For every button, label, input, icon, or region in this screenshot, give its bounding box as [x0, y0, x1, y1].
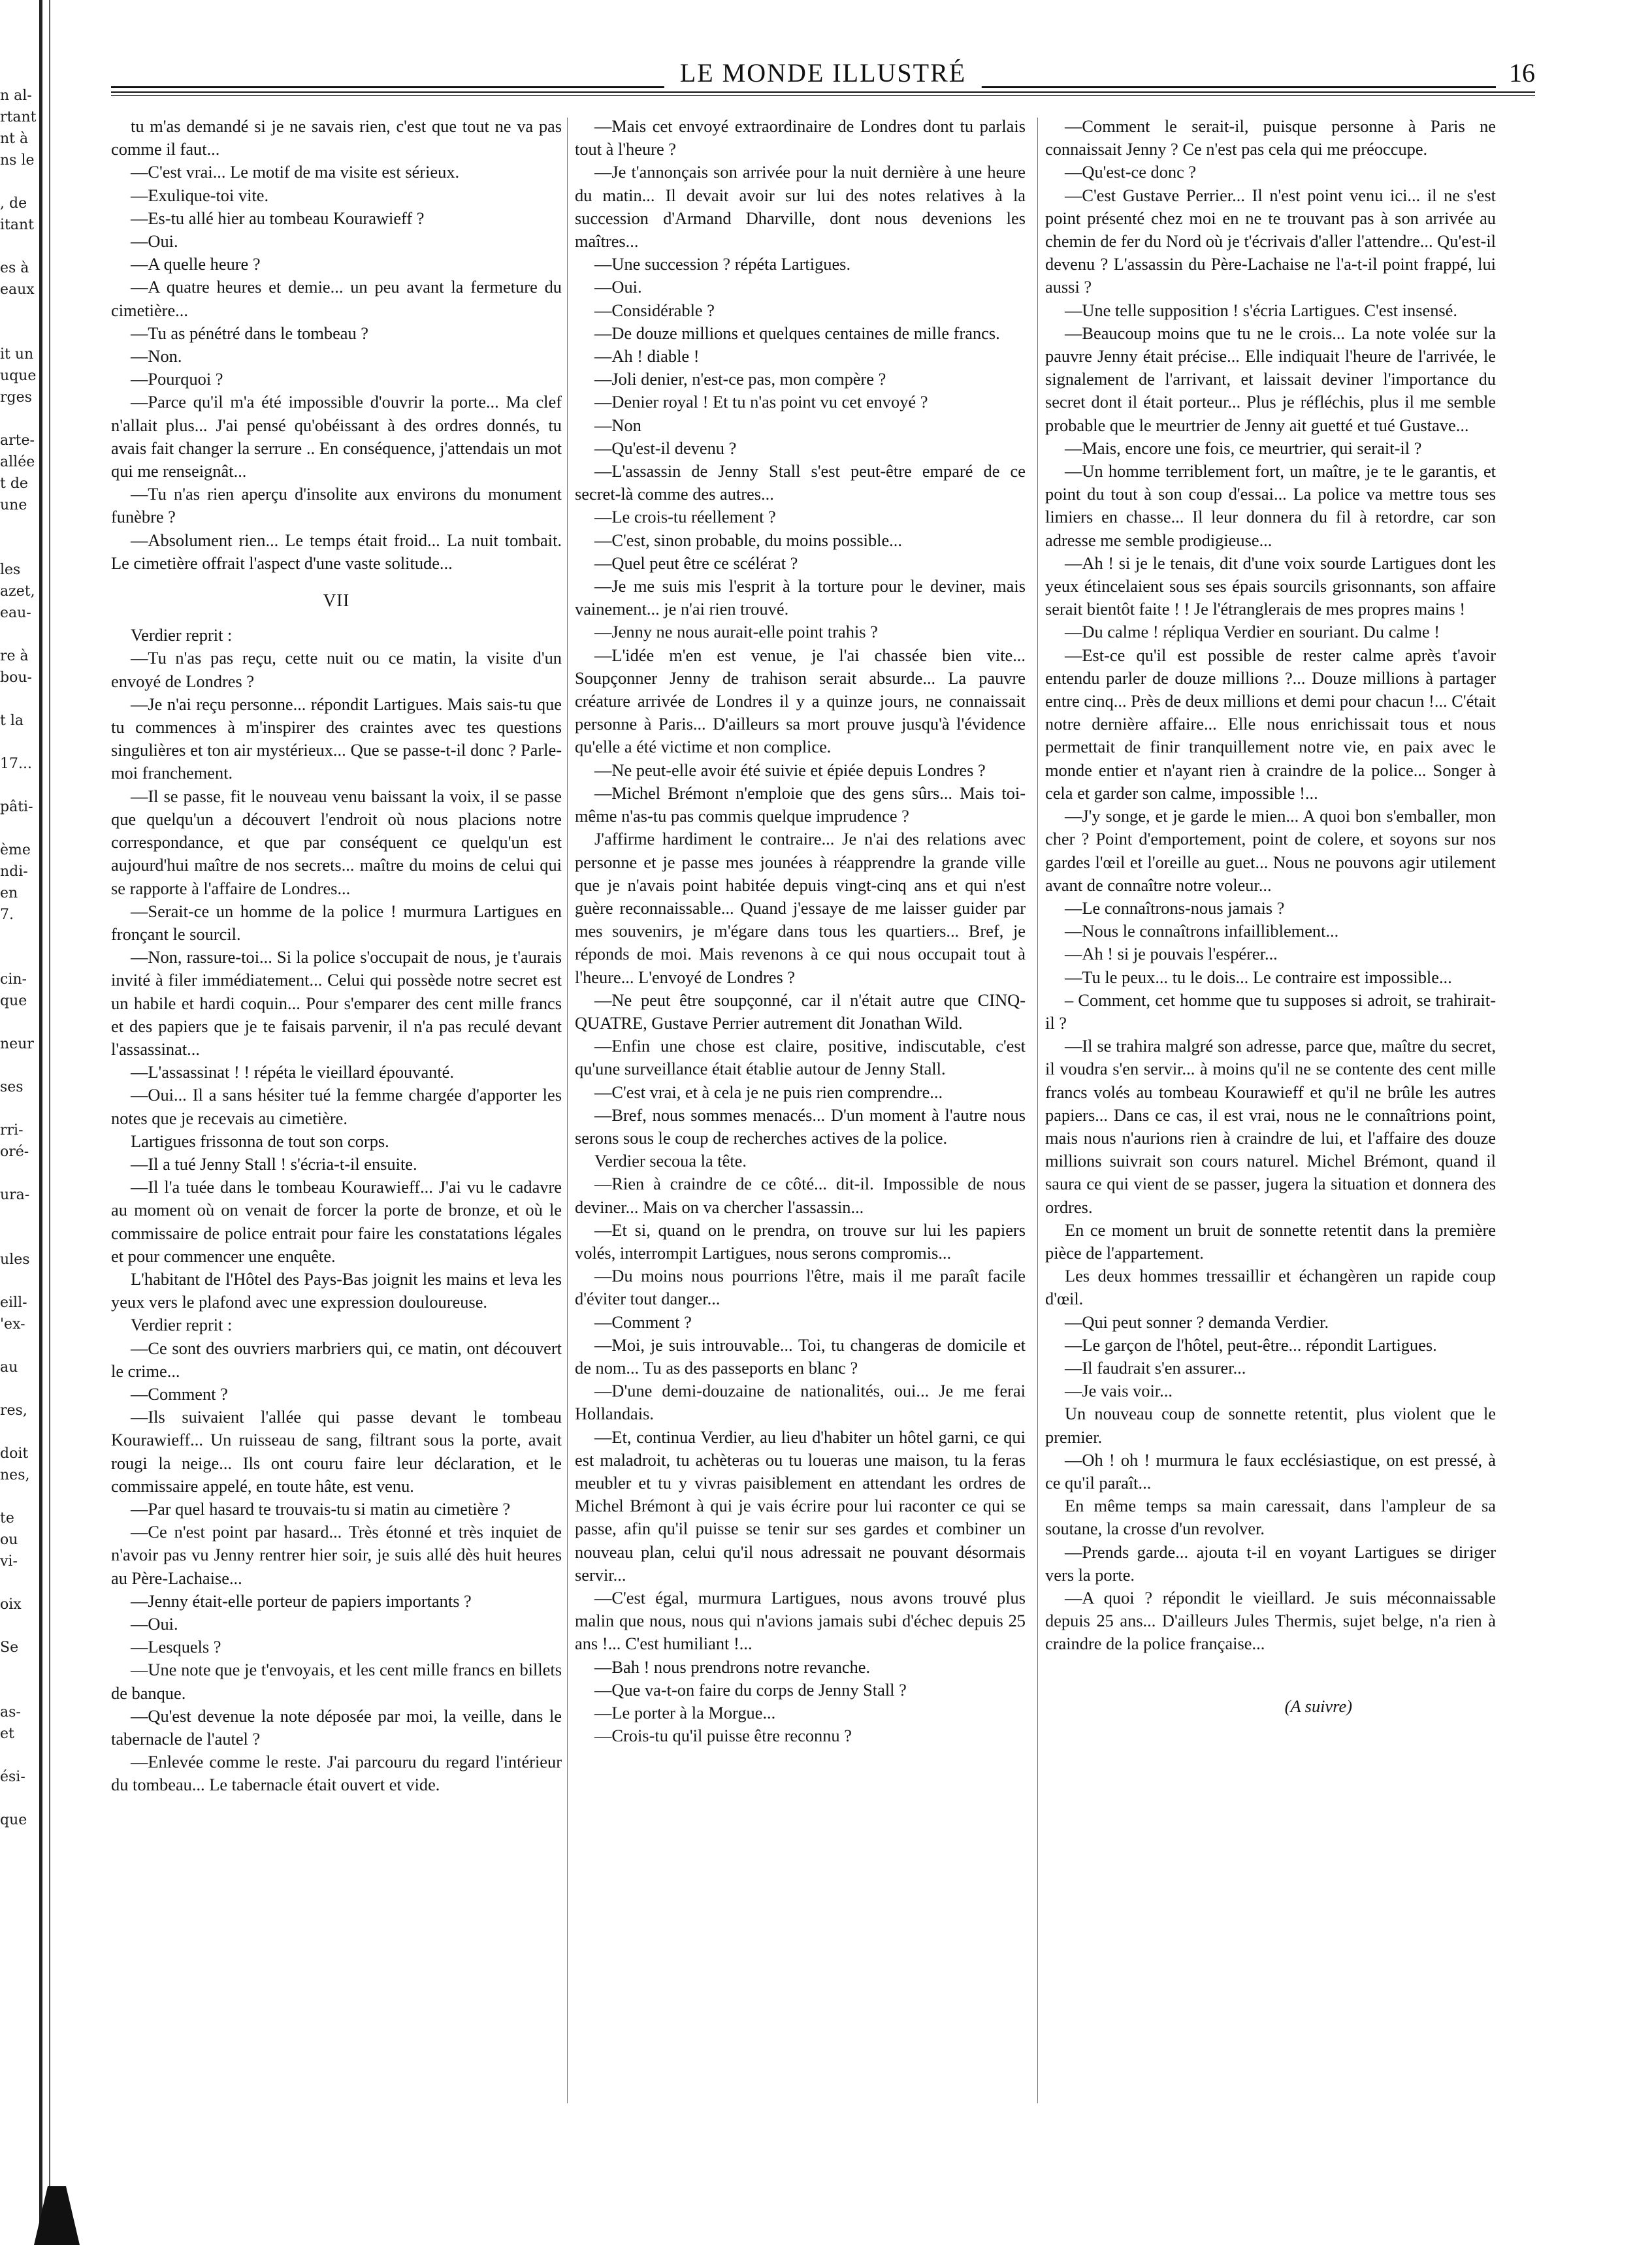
- gutter-fragment: allée: [0, 454, 35, 470]
- paragraph: —Il l'a tuée dans le tombeau Kourawieff... J'ai vu le cadavre au moment où on venait de forcer la porte de bronze, et où le commissaire de police entrait pour faire les constatations légales et pour commencer une enquête.: [111, 1177, 562, 1266]
- gutter-fragment: oix: [0, 1596, 22, 1613]
- gutter-fragment: neur: [0, 1036, 34, 1052]
- paragraph: —Je me suis mis l'esprit à la torture pour le deviner, mais vainement... je n'ai rien trouvé.: [575, 576, 1026, 619]
- binding-spine: [39, 0, 69, 2245]
- paragraph: —Un homme terriblement fort, un maître, je te le garantis, et point du tout à son coup d'essai... La police va mettre tous ses limiers en chasse... Il leur donnera du fil à retordre, car son adresse me semble prodigieuse...: [1045, 461, 1496, 550]
- paragraph: —Mais, encore une fois, ce meurtrier, qui serait-il ?: [1065, 438, 1422, 458]
- paragraph: —Le crois-tu réellement ?: [594, 507, 776, 527]
- gutter-fragment: te: [0, 1510, 14, 1526]
- paragraph: —Ne peut-elle avoir été suivie et épiée depuis Londres ?: [594, 760, 986, 780]
- text-column-2: [575, 115, 1026, 1747]
- gutter-fragment: bou-: [0, 670, 32, 686]
- paragraph: —Il a tué Jenny Stall ! s'écria-t-il ensuite.: [131, 1154, 417, 1174]
- paragraph: —Du moins nous pourrions l'être, mais il me paraît facile d'éviter tout danger...: [575, 1266, 1026, 1309]
- paragraph: —Comment ?: [131, 1383, 228, 1404]
- paragraph: —Le garçon de l'hôtel, peut-être... répondit Lartigues.: [1065, 1334, 1437, 1355]
- paragraph: —Bah ! nous prendrons notre revanche.: [594, 1656, 871, 1677]
- paragraph: —Serait-ce un homme de la police ! murmura Lartigues en fronçant le sourcil.: [111, 901, 562, 944]
- paragraph: —Qu'est devenue la note déposée par moi, la veille, dans le tabernacle de l'autel ?: [111, 1705, 562, 1749]
- paragraph: —A quelle heure ?: [131, 254, 261, 274]
- gutter-fragment: ème: [0, 842, 31, 858]
- text-column-1: [111, 115, 562, 1797]
- gutter-fragment: une: [0, 497, 27, 513]
- gutter-fragment: rri-: [0, 1122, 24, 1139]
- gutter-fragment: 'ex-: [0, 1316, 25, 1332]
- gutter-fragment: rtant: [0, 109, 37, 125]
- gutter-fragment: [0, 538, 39, 559]
- paragraph: —Exulique-toi vite.: [131, 185, 269, 205]
- paragraph: —Considérable ?: [594, 300, 715, 320]
- paragraph: —Joli denier, n'est-ce pas, mon compère ?: [594, 369, 886, 389]
- gutter-fragment: [0, 1486, 39, 1508]
- paragraph: —Oui.: [131, 1614, 178, 1634]
- page-number: 16: [1496, 57, 1535, 88]
- paragraph: —A quoi ? répondit le vieillard. Je suis méconnaissable depuis 25 ans... D'ailleurs Jules Thermis, sujet belge, n'a rien à craindre de la police française...: [1045, 1588, 1496, 1654]
- paragraph: —Ah ! si je le tenais, dit d'une voix sourde Lartigues dont les yeux étincelaient sous ses épais sourcils grisonnants, son affaire serait bientôt faite ! ! Je l'étranglerais de mes propres mains !: [1045, 553, 1496, 619]
- paragraph: —Que va-t-on faire du corps de Jenny Stall ?: [594, 1679, 907, 1700]
- header-rule: [111, 91, 1535, 93]
- paragraph: —Le connaîtrons-nous jamais ?: [1065, 897, 1285, 918]
- paragraph: – Comment, cet homme que tu supposes si adroit, se trahirait-il ?: [1045, 990, 1496, 1033]
- paragraph: En ce moment un bruit de sonnette retentit dans la première pièce de l'appartement.: [1045, 1219, 1496, 1263]
- paragraph: —Enfin une chose est claire, positive, indiscutable, c'est qu'une surveillance était établie autour de Jenny Stall.: [575, 1036, 1026, 1079]
- gutter-fragment: n al-: [0, 88, 32, 104]
- gutter-fragment: [0, 1572, 39, 1594]
- paragraph: Verdier reprit :: [131, 1315, 233, 1335]
- column-3-text: [1045, 115, 1496, 1656]
- paragraph: —Beaucoup moins que tu ne le crois... La note volée sur la pauvre Jenny était précise... Elle indiquait l'heure de l'arrivée, le signalement de l'arrivant, et laissait deviner l'importance du secret dont il était porteur... Plus je réfléchis, plus il me semble probable que le meurtrier de Jenny ait guetté et tué Gustave...: [1045, 323, 1496, 435]
- gutter-fragment: ndi-: [0, 864, 28, 880]
- paragraph: —Ce n'est point par hasard... Très étonné et très inquiet de n'avoir pas vu Jenny rentrer hier soir, je suis allé dès huit heures au Père-Lachaise...: [111, 1522, 562, 1588]
- paragraph: Verdier reprit :: [131, 625, 233, 645]
- paragraph: —Non: [594, 415, 641, 435]
- paragraph: —Par quel hasard te trouvais-tu si matin au cimetière ?: [131, 1498, 511, 1519]
- gutter-fragment: [0, 1378, 39, 1400]
- gutter-fragment: nes,: [0, 1467, 30, 1483]
- paragraph: —C'est vrai... Le motif de ma visite est sérieux.: [131, 162, 460, 182]
- column-1-top-text: [111, 115, 562, 575]
- paragraph: —Je vais voir...: [1065, 1381, 1173, 1401]
- paragraph: —Bref, nous sommes menacés... D'un moment à l'autre nous serons sous le coup de recherches actives de la police.: [575, 1105, 1026, 1148]
- paragraph: —Crois-tu qu'il puisse être reconnu ?: [594, 1726, 852, 1746]
- gutter-fragment: vi-: [0, 1553, 18, 1570]
- paragraph: —A quatre heures et demie... un peu avant la fermeture du cimetière...: [111, 277, 562, 320]
- gutter-fragment: [0, 1615, 39, 1637]
- gutter-fragment: [0, 732, 39, 753]
- paragraph: —Il faudrait s'en assurer...: [1065, 1357, 1246, 1378]
- gutter-fragment: [0, 775, 39, 796]
- gutter-fragment: , de: [0, 195, 27, 212]
- gutter-fragment: es à: [0, 260, 29, 276]
- paragraph: J'affirme hardiment le contraire... Je n'ai des relations avec personne et je passe mes jounées à réapprendre la grande ville que je n'avais point habitée depuis vingt-cinq ans et qui n'est guère reconnaissable... Quand j'essaye de me laisser guider par mes souvenirs, je m'égare dans tous les quartiers... Bref, je réponds de moi. Mais revenons à ce qui nous occupait tout à l'heure... L'envoyé de Londres ?: [575, 829, 1026, 987]
- gutter-fragment: t de: [0, 476, 28, 492]
- paragraph: —Qu'est-il devenu ?: [594, 438, 737, 458]
- gutter-fragment: [0, 688, 39, 710]
- paragraph: —Ne peut être soupçonné, car il n'était autre que CINQ-QUATRE, Gustave Perrier autrement dit Jonathan Wild.: [575, 990, 1026, 1033]
- gutter-fragment: [0, 1745, 39, 1766]
- paragraph: —D'une demi-douzaine de nationalités, oui... Je me ferai Hollandais.: [575, 1381, 1026, 1424]
- column-1-bottom-text: [111, 624, 562, 1796]
- gutter-fragment: [0, 322, 39, 344]
- paragraph: —Qui peut sonner ? demanda Verdier.: [1065, 1312, 1329, 1332]
- gutter-fragment: ses: [0, 1079, 24, 1095]
- paragraph: —Oui... Il a sans hésiter tué la femme chargée d'apporter les notes que je recevais au cimetière.: [111, 1085, 562, 1128]
- paragraph: —Denier royal ! Et tu n'as point vu cet envoyé ?: [594, 392, 928, 412]
- gutter-fragment: [0, 1335, 39, 1357]
- gutter-fragment: [0, 1788, 39, 1809]
- page-header: [111, 57, 1535, 110]
- paragraph: —Comment ?: [594, 1312, 692, 1332]
- paragraph: —Quel peut être ce scélérat ?: [594, 553, 798, 573]
- gutter-fragment: au: [0, 1359, 18, 1376]
- paragraph: —L'assassin de Jenny Stall s'est peut-être emparé de ce secret-là comme des autres...: [575, 461, 1026, 504]
- paragraph: —Moi, je suis introuvable... Toi, tu changeras de domicile et de nom... Tu as des passeports en blanc ?: [575, 1334, 1026, 1378]
- to-be-continued: (A suivre): [1284, 1696, 1352, 1716]
- gutter-fragment: [0, 947, 39, 969]
- gutter-fragment: uque: [0, 368, 37, 384]
- paragraph: —Prends garde... ajouta t-il en voyant Lartigues se diriger vers la porte.: [1045, 1542, 1496, 1585]
- paragraph: —Une succession ? répéta Lartigues.: [594, 254, 851, 274]
- gutter-fragment: re à: [0, 648, 29, 664]
- paragraph: —Ah ! diable !: [594, 346, 700, 366]
- paragraph: En même temps sa main caressait, dans l'ampleur de sa soutane, la crosse d'un revolver.: [1045, 1496, 1496, 1539]
- gutter-fragment: [0, 408, 39, 430]
- gutter-fragment: [0, 300, 39, 322]
- gutter-fragment: ules: [0, 1252, 30, 1268]
- paragraph: —Rien à craindre de ce côté... dit-il. Impossible de nous deviner... Mais on va chercher l'assassin...: [575, 1174, 1026, 1217]
- paragraph: —Ils suivaient l'allée qui passe devant le tombeau Kourawieff... Un ruisseau de sang, filtrant sous la porte, avait rougi la neige... Ils ont couru faire leur déclaration, et le commissaire appelé, en toute hâte, est venu.: [111, 1407, 562, 1496]
- gutter-fragment: as-: [0, 1704, 21, 1720]
- paragraph: —L'idée m'en est venue, je l'ai chassée bien vite... Soupçonner Jenny de trahison serait absurde... La pauvre créature arrivée de Londres il y a quinze jours, ne connaissait personne à Paris... D'ailleurs sa mort prouve jusqu'à l'évidence qu'elle a été victime et non complice.: [575, 645, 1026, 757]
- gutter-fragment: en: [0, 885, 18, 901]
- gutter-fragment: [0, 1163, 39, 1184]
- gutter-fragment: [0, 624, 39, 645]
- column-divider: [1037, 118, 1038, 2103]
- gutter-fragment: [0, 818, 39, 839]
- gutter-fragment: arte-: [0, 432, 35, 449]
- paragraph: —Oh ! oh ! murmura le faux ecclésiastique, on est pressé, à ce qu'il paraît...: [1045, 1449, 1496, 1493]
- paragraph: —Enlevée comme le reste. J'ai parcouru du regard l'intérieur du tombeau... Le tabernacle était ouvert et vide.: [111, 1752, 562, 1795]
- gutter-fragment: it un: [0, 346, 34, 363]
- paragraph: —Le porter à la Morgue...: [594, 1703, 776, 1723]
- paragraph: —Es-tu allé hier au tombeau Kourawieff ?: [131, 208, 425, 228]
- gutter-fragment: [0, 171, 39, 193]
- gutter-fragment: ns le: [0, 152, 35, 169]
- gutter-fragment: [0, 1098, 39, 1120]
- paragraph: —Tu n'as pas reçu, cette nuit ou ce matin, la visite d'un envoyé de Londres ?: [111, 648, 562, 691]
- gutter-fragment: que: [0, 993, 27, 1009]
- paragraph: —J'y songe, et je garde le mien... A quoi bon s'emballer, mon cher ? Point d'emportement, point de colere, et soyons sur nos gardes l'œil et l'oreille au guet... Nous ne pouvons agir utilement avant de connaître notre voleur...: [1045, 806, 1496, 895]
- paragraph: —C'est, sinon probable, du moins possible...: [594, 530, 902, 550]
- gutter-fragment: eau-: [0, 605, 31, 621]
- gutter-fragment: res,: [0, 1402, 27, 1419]
- paragraph: —Qu'est-ce donc ?: [1065, 162, 1197, 182]
- paragraph: —Michel Brémont n'emploie que des gens sûrs... Mais toi-même n'as-tu pas commis quelque imprudence ?: [575, 783, 1026, 826]
- text-column-3: [1045, 115, 1496, 1718]
- paragraph: —C'est vrai, et à cela je ne puis rien comprendre...: [594, 1082, 943, 1102]
- paragraph: —Absolument rien... Le temps était froid... La nuit tombait. Le cimetière offrait l'aspect d'une vaste solitude...: [111, 530, 562, 573]
- paragraph: —Tu le peux... tu le dois... Le contraire est impossible...: [1065, 967, 1452, 987]
- gutter-fragment: les: [0, 562, 21, 578]
- paragraph: —Du calme ! répliqua Verdier en souriant. Du calme !: [1065, 622, 1440, 642]
- gutter-fragment: eaux: [0, 282, 35, 298]
- gutter-fragment: doit: [0, 1446, 29, 1462]
- paragraph: Les deux hommes tressaillir et échangèren un rapide coup d'œil.: [1045, 1266, 1496, 1309]
- paragraph: —Comment le serait-il, puisque personne à Paris ne connaissait Jenny ? Ce n'est pas cela qui me préoccupe.: [1045, 116, 1496, 159]
- column-divider: [567, 118, 568, 2103]
- gutter-fragment: eill-: [0, 1295, 27, 1311]
- gutter-fragment: azet,: [0, 583, 35, 600]
- gutter-fragment: rges: [0, 389, 32, 406]
- paragraph: —Et, continua Verdier, au lieu d'habiter un hôtel garni, ce qui est maladroit, tu achèteras ou tu loueras une maison, tu la feras meubler et tu y vivras paisiblement en attendant les ordres de Michel Brémont à qui je vais écrire pour lui raconter ce qui se passe, afin qu'il puisse se tenir sur ses gardes et combiner un nouveau plan, celui qu'il nous adressait ne pouvant désormais servir...: [575, 1427, 1026, 1585]
- paragraph: Lartigues frissonna de tout son corps.: [131, 1131, 389, 1151]
- paragraph: —Oui.: [594, 277, 642, 297]
- paragraph: —Jenny ne nous aurait-elle point trahis ?: [594, 622, 878, 642]
- paragraph: —Une note que je t'envoyais, et les cent mille francs en billets de banque.: [111, 1660, 562, 1703]
- paragraph: Un nouveau coup de sonnette retentit, plus violent que le premier.: [1045, 1404, 1496, 1447]
- paragraph: —Et si, quand on le prendra, on trouve sur lui les papiers volés, interrompit Lartigues, nous serons compromis...: [575, 1219, 1026, 1263]
- paragraph: —Tu as pénétré dans le tombeau ?: [131, 323, 369, 343]
- paragraph: L'habitant de l'Hôtel des Pays-Bas joignit les mains et leva les yeux vers le plafond avec une expression douloureuse.: [111, 1268, 562, 1312]
- paragraph: —Est-ce qu'il est possible de rester calme après t'avoir entendu parler de douze millions ?... Douze millions à partager entre cinq... Près de deux millions et demi pour chacun !... C'était notre dernière affaire... Elle nous enrichissait tous et nous permettait de finir tranquillement notre vie, en paix avec le monde entier et n'ayant rien à craindre de la police... Songer à cela et garder son calme, impossible !...: [1045, 645, 1496, 803]
- paragraph: Verdier secoua la tête.: [594, 1151, 747, 1171]
- gutter-fragment: cin-: [0, 971, 27, 988]
- paragraph: —Ah ! si je pouvais l'espérer...: [1065, 944, 1278, 964]
- gutter-fragment: oré-: [0, 1144, 29, 1160]
- paragraph: —Non, rassure-toi... Si la police s'occupait de nous, je t'aurais invité à filer immédiatement... Celui qui possède notre secret est un habile et hardi coquin... Pour s'emparer des cent mille francs et des papiers que je te faisais parvenir, il n'a pas reculé devant l'assassinat...: [111, 947, 562, 1059]
- gutter-fragment: [0, 1055, 39, 1076]
- gutter-fragment: t la: [0, 713, 24, 729]
- paragraph: tu m'as demandé si je ne savais rien, c'est que tout ne va pas comme il faut...: [111, 116, 562, 159]
- gutter-fragment: itant: [0, 217, 35, 233]
- gutter-fragment: [0, 1421, 39, 1443]
- gutter-fragment: [0, 516, 39, 538]
- paragraph: —Pourquoi ?: [131, 369, 223, 389]
- paragraph: —Je t'annonçais son arrivée pour la nuit dernière à une heure du matin... Il devait avoir sur lui des notes relatives à la succession d'Armand Dharville, dont nous devenions les maîtres...: [575, 162, 1026, 251]
- previous-page-gutter: [0, 85, 39, 2245]
- paragraph: —Nous le connaîtrons infailliblement...: [1065, 921, 1339, 941]
- paragraph: —L'assassinat ! ! répéta le vieillard épouvanté.: [131, 1062, 454, 1082]
- gutter-fragment: et: [0, 1726, 14, 1742]
- masthead-title: LE MONDE ILLUSTRÉ: [664, 57, 982, 88]
- paragraph: —De douze millions et quelques centaines de mille francs.: [594, 323, 1000, 343]
- gutter-fragment: [0, 1680, 39, 1702]
- paragraph: —Ce sont des ouvriers marbriers qui, ce matin, ont découvert le crime...: [111, 1338, 562, 1381]
- gutter-fragment: ou: [0, 1532, 18, 1548]
- paragraph: —Parce qu'il m'a été impossible d'ouvrir la porte... Ma clef n'allait plus... J'ai pensé qu'obéissant à des ordres donnés, tu avais fait changer la serrure .. En conséquence, j'attendais un mot qui me renseignât...: [111, 392, 562, 481]
- gutter-fragment: nt à: [0, 131, 29, 147]
- gutter-fragment: Se: [0, 1639, 19, 1656]
- paragraph: —Lesquels ?: [131, 1637, 221, 1657]
- gutter-fragment: [0, 1206, 39, 1227]
- gutter-fragment: [0, 1658, 39, 1680]
- gutter-fragment: [0, 1227, 39, 1249]
- gutter-fragment: ura-: [0, 1187, 30, 1203]
- gutter-fragment: pâti-: [0, 799, 33, 815]
- gutter-fragment: 17...: [0, 756, 32, 772]
- paragraph: —C'est Gustave Perrier... Il n'est point venu ici... il ne s'est point présenté chez moi en ne te trouvant pas à son arrivée au chemin de fer du Nord où je t'écrivais d'aller l'attendre... Qu'est-il devenu ? L'assassin du Père-Lachaise ne l'a-t-il point frappé, lui aussi ?: [1045, 185, 1496, 297]
- paragraph: —C'est égal, murmura Lartigues, nous avons trouvé plus malin que nous, nous qui n'avions jamais subi d'échec depuis 25 ans !... C'est humiliant !...: [575, 1588, 1026, 1654]
- paragraph: —Mais cet envoyé extraordinaire de Londres dont tu parlais tout à l'heure ?: [575, 116, 1026, 159]
- paragraph: —Il se trahira malgré son adresse, parce que, maître du secret, il voudra s'en servir... à moins qu'il ne se contente des cent mille francs volés au tombeau Kourawieff et qu'il ne brûle les autres papiers... Dans ce cas, il est vrai, nous ne le connaîtrions point, mais nous n'aurions rien à craindre de lui, et l'affaire des douze millions suivrait son cours naturel. Michel Brémont, quand il saura ce qui vient de se passer, jugera la situation et donnera des ordres.: [1045, 1036, 1496, 1217]
- chapter-heading: VII: [323, 590, 350, 611]
- gutter-fragment: [0, 1270, 39, 1292]
- header-rule: [111, 95, 1535, 96]
- paragraph: —Je n'ai reçu personne... répondit Lartigues. Mais sais-tu que tu commences à m'inspirer des craintes avec tes questions singulières et ton air mystérieux... Que se passe-t-il donc ? Parle-moi franchement.: [111, 694, 562, 783]
- paragraph: —Tu n'as rien aperçu d'insolite aux environs du monument funèbre ?: [111, 484, 562, 527]
- paragraph: —Une telle supposition ! s'écria Lartigues. C'est insensé.: [1065, 300, 1457, 320]
- paragraph: —Oui.: [131, 231, 178, 251]
- gutter-fragment: que: [0, 1812, 27, 1828]
- paragraph: —Jenny était-elle porteur de papiers importants ?: [131, 1591, 472, 1611]
- gutter-fragment: [0, 1012, 39, 1033]
- gutter-fragment: [0, 236, 39, 257]
- gutter-fragment: 7.: [0, 907, 14, 923]
- gutter-fragment: ési-: [0, 1769, 25, 1785]
- gutter-fragment: [0, 926, 39, 947]
- paragraph: —Il se passe, fit le nouveau venu baissant la voix, il se passe que quelqu'un a découvert l'endroit où nous placions notre correspondance, et que par conséquent ce quelqu'un est aujourd'hui maître de nos secrets... maître du moins de celui qui se rapporte à l'affaire de Londres...: [111, 786, 562, 898]
- paragraph: —Non.: [131, 346, 182, 366]
